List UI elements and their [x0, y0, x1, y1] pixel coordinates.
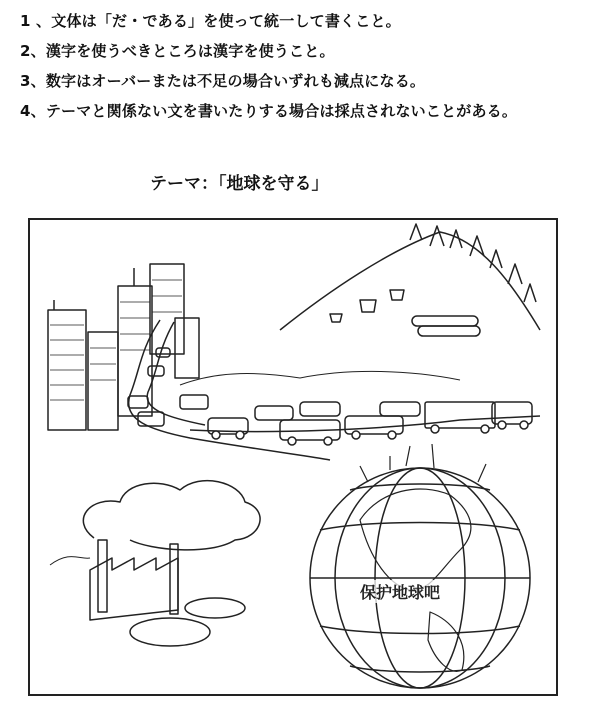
globe — [310, 444, 530, 688]
rules-list — [20, 14, 517, 134]
globe-caption: 保护地球吧 — [358, 580, 442, 603]
rule-item: 3、数字はオーバーまたは不足の場合いずれも減点になる。 — [20, 72, 426, 90]
theme-title: テーマ：「地球を守る」 — [150, 174, 329, 194]
city-buildings — [48, 264, 199, 430]
smog-line — [180, 371, 460, 385]
rule-item: 1 、文体は「だ・である」を使って統一して書くこと。 — [20, 12, 401, 30]
deforested-hill — [280, 224, 540, 336]
rule-item: 2、漢字を使うべきところは漢字を使うこと。 — [20, 42, 335, 60]
rule-item: 4、テーマと関係ない文を書いたりする場合は採点されないことがある。 — [20, 102, 518, 120]
road — [129, 320, 540, 460]
illustration-frame — [28, 218, 558, 696]
factory — [50, 481, 260, 646]
illustration-drawing — [30, 220, 556, 694]
